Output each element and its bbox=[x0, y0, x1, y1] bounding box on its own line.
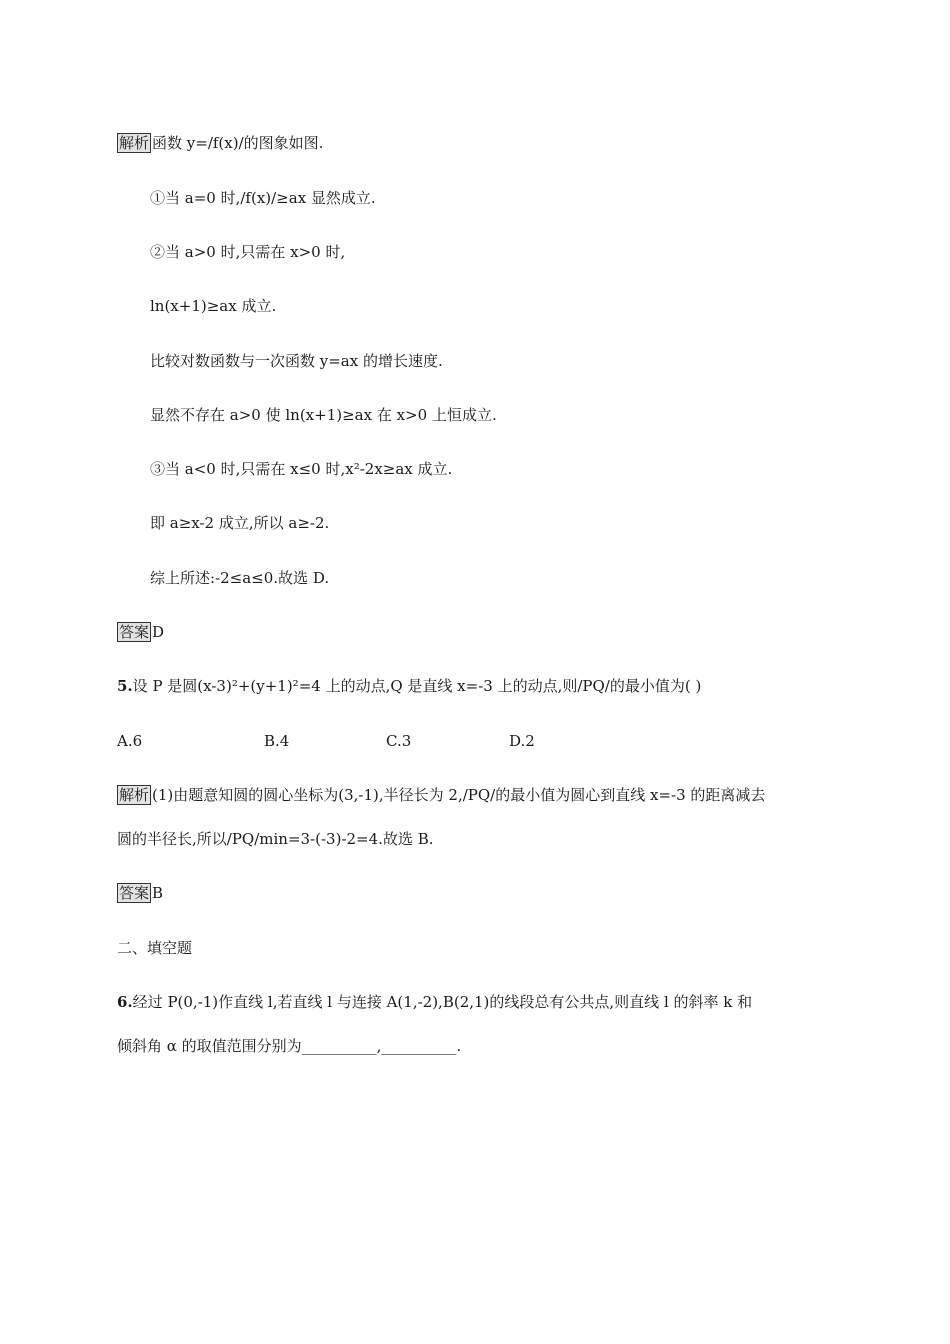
q6-stem-line1: 经过 P(0,-1)作直线 l,若直线 l 与连接 A(1,-2),B(2,1)的线段总有公共点,则直线 l 的斜率 k 和 bbox=[132, 993, 753, 1011]
q4-analysis-line bbox=[117, 133, 323, 153]
q5-analysis-line bbox=[117, 785, 765, 805]
q6-line2: 倾斜角 α 的取值范围分别为__________,__________. bbox=[117, 1037, 462, 1055]
q6-number: 6. bbox=[117, 993, 133, 1011]
q4-step: 综上所述:-2≤a≤0.故选 D. bbox=[150, 569, 330, 587]
analysis-label: 解析 bbox=[119, 134, 150, 152]
q4-step: ③当 a<0 时,只需在 x≤0 时,x²-2x≥ax 成立. bbox=[150, 460, 453, 478]
q5-answer-line bbox=[117, 883, 163, 903]
q5-analysis-line1: (1)由题意知圆的圆心坐标为(3,-1),半径长为 2,/PQ/的最小值为圆心到直线 x=-3 的距离减去 bbox=[152, 786, 766, 804]
q4-step: ②当 a>0 时,只需在 x>0 时, bbox=[150, 243, 346, 261]
q5-option-c: C.3 bbox=[386, 732, 412, 750]
answer-label: 答案 bbox=[119, 884, 150, 902]
q6-line1 bbox=[117, 992, 752, 1012]
answer-label: 答案 bbox=[119, 623, 150, 641]
q4-step: ①当 a=0 时,/f(x)/≥ax 显然成立. bbox=[150, 189, 376, 207]
q5-stem: 设 P 是圆(x-3)²+(y+1)²=4 上的动点,Q 是直线 x=-3 上的动点,则/PQ/的最小值为( ) bbox=[132, 677, 702, 695]
q4-step: 比较对数函数与一次函数 y=ax 的增长速度. bbox=[150, 352, 443, 370]
q4-analysis-intro: 函数 y=/f(x)/的图象如图. bbox=[152, 134, 324, 152]
q4-step: 显然不存在 a>0 使 ln(x+1)≥ax 在 x>0 上恒成立. bbox=[150, 406, 497, 424]
q4-step: 即 a≥x-2 成立,所以 a≥-2. bbox=[150, 514, 330, 532]
q5-number: 5. bbox=[117, 677, 133, 695]
q4-step: ln(x+1)≥ax 成立. bbox=[150, 297, 277, 315]
section-title: 二、填空题 bbox=[117, 939, 193, 957]
q5-option-d: D.2 bbox=[509, 732, 535, 750]
q5-option-b: B.4 bbox=[264, 732, 290, 750]
q4-answer: D bbox=[152, 623, 165, 641]
analysis-label: 解析 bbox=[119, 786, 150, 804]
q5-stem-line bbox=[117, 676, 701, 696]
q5-answer: B bbox=[152, 884, 164, 902]
q4-answer-line bbox=[117, 622, 164, 642]
q5-analysis-line2: 圆的半径长,所以/PQ/min=3-(-3)-2=4.故选 B. bbox=[117, 830, 434, 848]
q5-option-a: A.6 bbox=[117, 732, 143, 750]
